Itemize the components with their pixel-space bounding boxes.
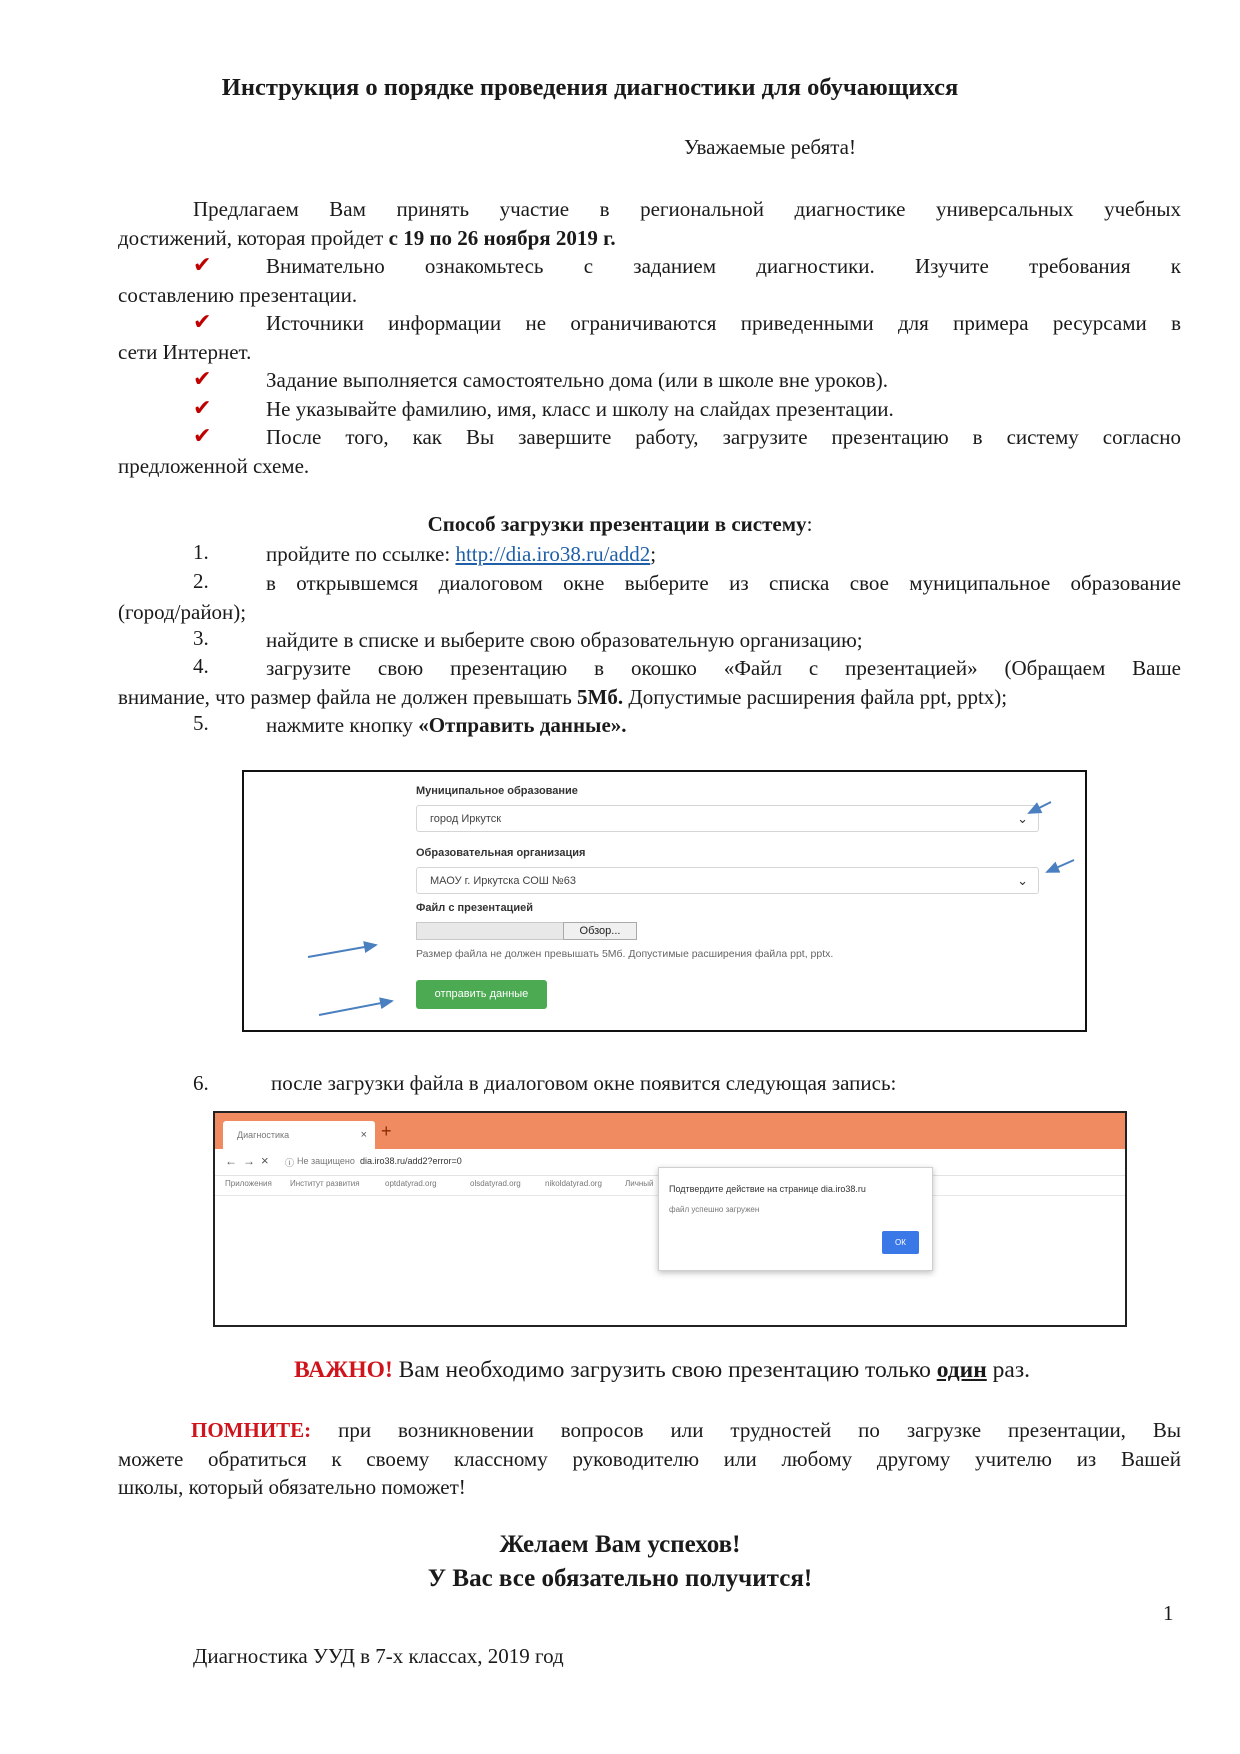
step-4-rest-text: внимание, что размер файла не должен превышать [118,684,578,709]
annotation-arrows [244,772,1084,1030]
page-number: 1 [1163,1601,1174,1625]
important-text: Вам необходимо загрузить свою презентацию только [392,1357,937,1383]
step-2 [118,569,1181,626]
check-item-5-text: После того, как Вы завершите работу, загрузите презентацию в систему согласно [266,425,1181,449]
step-4 [118,654,1181,711]
bookmark-item[interactable]: Институт развития [290,1179,360,1188]
check-item-1-text: Внимательно ознакомьтесь с заданием диагностики. Изучите требования к [266,254,1181,278]
step-6 [0,1071,1240,1101]
closing-line-1: Желаем Вам успехов! [499,1531,741,1558]
arrow-icon [308,945,376,957]
step-1-text: пройдите по ссылке: [266,542,456,566]
check-item-1 [118,252,1181,309]
tab-bar [215,1113,1125,1149]
ok-button[interactable]: ОК [882,1231,919,1254]
checkmark-icon: ✔ [193,395,212,420]
checkmark-icon: ✔ [193,252,212,277]
check-item-5-rest: предложенной схеме. [118,453,310,478]
closing-line-2: У Вас все обязательно получится! [427,1565,813,1592]
checklist [0,252,1240,482]
step-4-extensions: Допустимые расширения файла ppt, pptx); [623,684,1008,709]
remember-label: ПОМНИТЕ: [191,1418,312,1442]
important-note [0,1357,1240,1384]
checkmark-icon: ✔ [193,423,212,448]
intro-text: достижений, которая пройдет [118,225,389,250]
step-2-rest: (город/район); [118,599,247,624]
step-number: 2. [193,569,209,593]
remember-paragraph [118,1416,1181,1502]
document-title: Инструкция о порядке проведения диагностики для обучающихся [221,74,959,101]
info-icon: ⓘ [285,1158,295,1168]
bookmark-apps[interactable]: Приложения [225,1179,272,1188]
step-2-text: в открывшемся диалоговом окне выберите из списка свое муниципальное образование [266,571,1181,595]
confirm-dialog [658,1167,933,1271]
step-1 [118,540,1181,569]
chevron-down-icon: ⌄ [1017,873,1028,888]
bookmark-item[interactable]: nikoldatyrad.org [545,1179,602,1188]
arrow-icon [1047,860,1074,872]
checkmark-icon: ✔ [193,366,212,391]
upload-link[interactable]: http://dia.iro38.ru/add2 [455,542,651,566]
intro-line-1: Предлагаем Вам принять участие в региональной диагностике универсальных учебных [193,197,1181,221]
upload-heading-colon: : [806,512,813,536]
arrow-icon [1029,802,1051,813]
size-limit: 5Мб. [577,684,624,709]
close-icon[interactable]: × [360,1129,367,1141]
url-field[interactable]: dia.iro38.ru/add2?error=0 [360,1156,462,1166]
step-4-rest [118,683,1181,712]
check-item-2-rest: сети Интернет. [118,339,252,364]
step-5-text: нажмите кнопку [266,713,419,737]
greeting: Уважаемые ребята! [684,135,856,159]
check-item-3: Задание выполняется самостоятельно дома (или в школе вне уроков). [266,368,888,392]
footer-text: Диагностика УУД в 7-х классах, 2019 год [193,1644,564,1668]
step-3: найдите в списке и выберите свою образовательную организацию; [266,628,863,652]
dialog-message: файл успешно загружен [669,1205,760,1214]
important-text-end: раз. [986,1357,1030,1383]
back-icon[interactable]: ← [225,1154,237,1168]
municipality-label: Муниципальное образование [416,785,578,797]
bookmark-item[interactable]: Личный [625,1179,654,1188]
check-item-5 [118,423,1181,480]
dialog-title: Подтвердите действие на странице dia.iro38.ru [669,1184,866,1194]
check-item-2 [118,309,1181,366]
remember-line-3: школы, который обязательно поможет! [118,1475,466,1499]
submit-button[interactable]: отправить данные [416,980,547,1009]
file-hint: Размер файла не должен превышать 5Мб. Допустимые расширения файла ppt, pptx. [416,948,834,960]
step-1-punct: ; [650,542,657,566]
organization-label: Образовательная организация [416,847,586,859]
stop-icon[interactable]: × [261,1153,269,1168]
step-6-text: после загрузки файла в диалоговом окне появится следующая запись: [271,1071,897,1095]
remember-line-2: можете обратиться к своему классному руководителю или любому другому учителю из Вашей [118,1446,1181,1471]
remember-text-1: при возникновении вопросов или трудностей по загрузке презентации, Вы [311,1418,1181,1442]
important-label: ВАЖНО! [294,1357,393,1383]
browser-screenshot [213,1111,1127,1327]
municipality-value: город Иркутск [430,813,502,825]
new-tab-icon[interactable]: + [381,1121,392,1141]
upload-heading-text: Способ загрузки презентации в систему [427,512,807,536]
step-5-button-name: «Отправить данные». [418,713,627,737]
step-number: 3. [193,626,209,650]
important-emphasis: один [936,1357,987,1383]
remember-line-1 [118,1416,1181,1445]
browse-button[interactable]: Обзор... [563,922,637,940]
browser-tab[interactable] [223,1121,375,1149]
intro-line-2 [118,224,1181,253]
arrow-icon [319,1001,392,1015]
step-number: 5. [193,711,209,735]
bookmark-item[interactable]: optdatyrad.org [385,1179,437,1188]
security-status: Не защищено [297,1156,355,1166]
checkmark-icon: ✔ [193,309,212,334]
check-item-1-rest: составлению презентации. [118,282,358,307]
step-4-text: загрузите свою презентацию в окошко «Файл с презентацией» (Обращаем Ваше [266,656,1181,680]
file-label: Файл с презентацией [416,902,533,914]
step-number: 1. [193,540,209,564]
upload-heading [0,512,1240,537]
step-number: 4. [193,654,209,678]
step-number: 6. [193,1071,209,1095]
step-5 [118,711,1181,740]
intro-dates: с 19 по 26 ноября 2019 г. [388,225,616,250]
organization-value: МАОУ г. Иркутска СОШ №63 [430,875,576,887]
check-item-4: Не указывайте фамилию, имя, класс и школу на слайдах презентации. [266,397,894,421]
check-item-2-text: Источники информации не ограничиваются приведенными для примера ресурсами в [266,311,1181,335]
intro-paragraph [118,195,1181,252]
forward-icon[interactable]: → [243,1154,255,1168]
form-screenshot [242,770,1087,1032]
upload-steps [0,540,1240,740]
bookmark-item[interactable]: olsdatyrad.org [470,1179,521,1188]
chevron-down-icon: ⌄ [1017,811,1028,826]
tab-title: Диагностика [237,1130,290,1140]
